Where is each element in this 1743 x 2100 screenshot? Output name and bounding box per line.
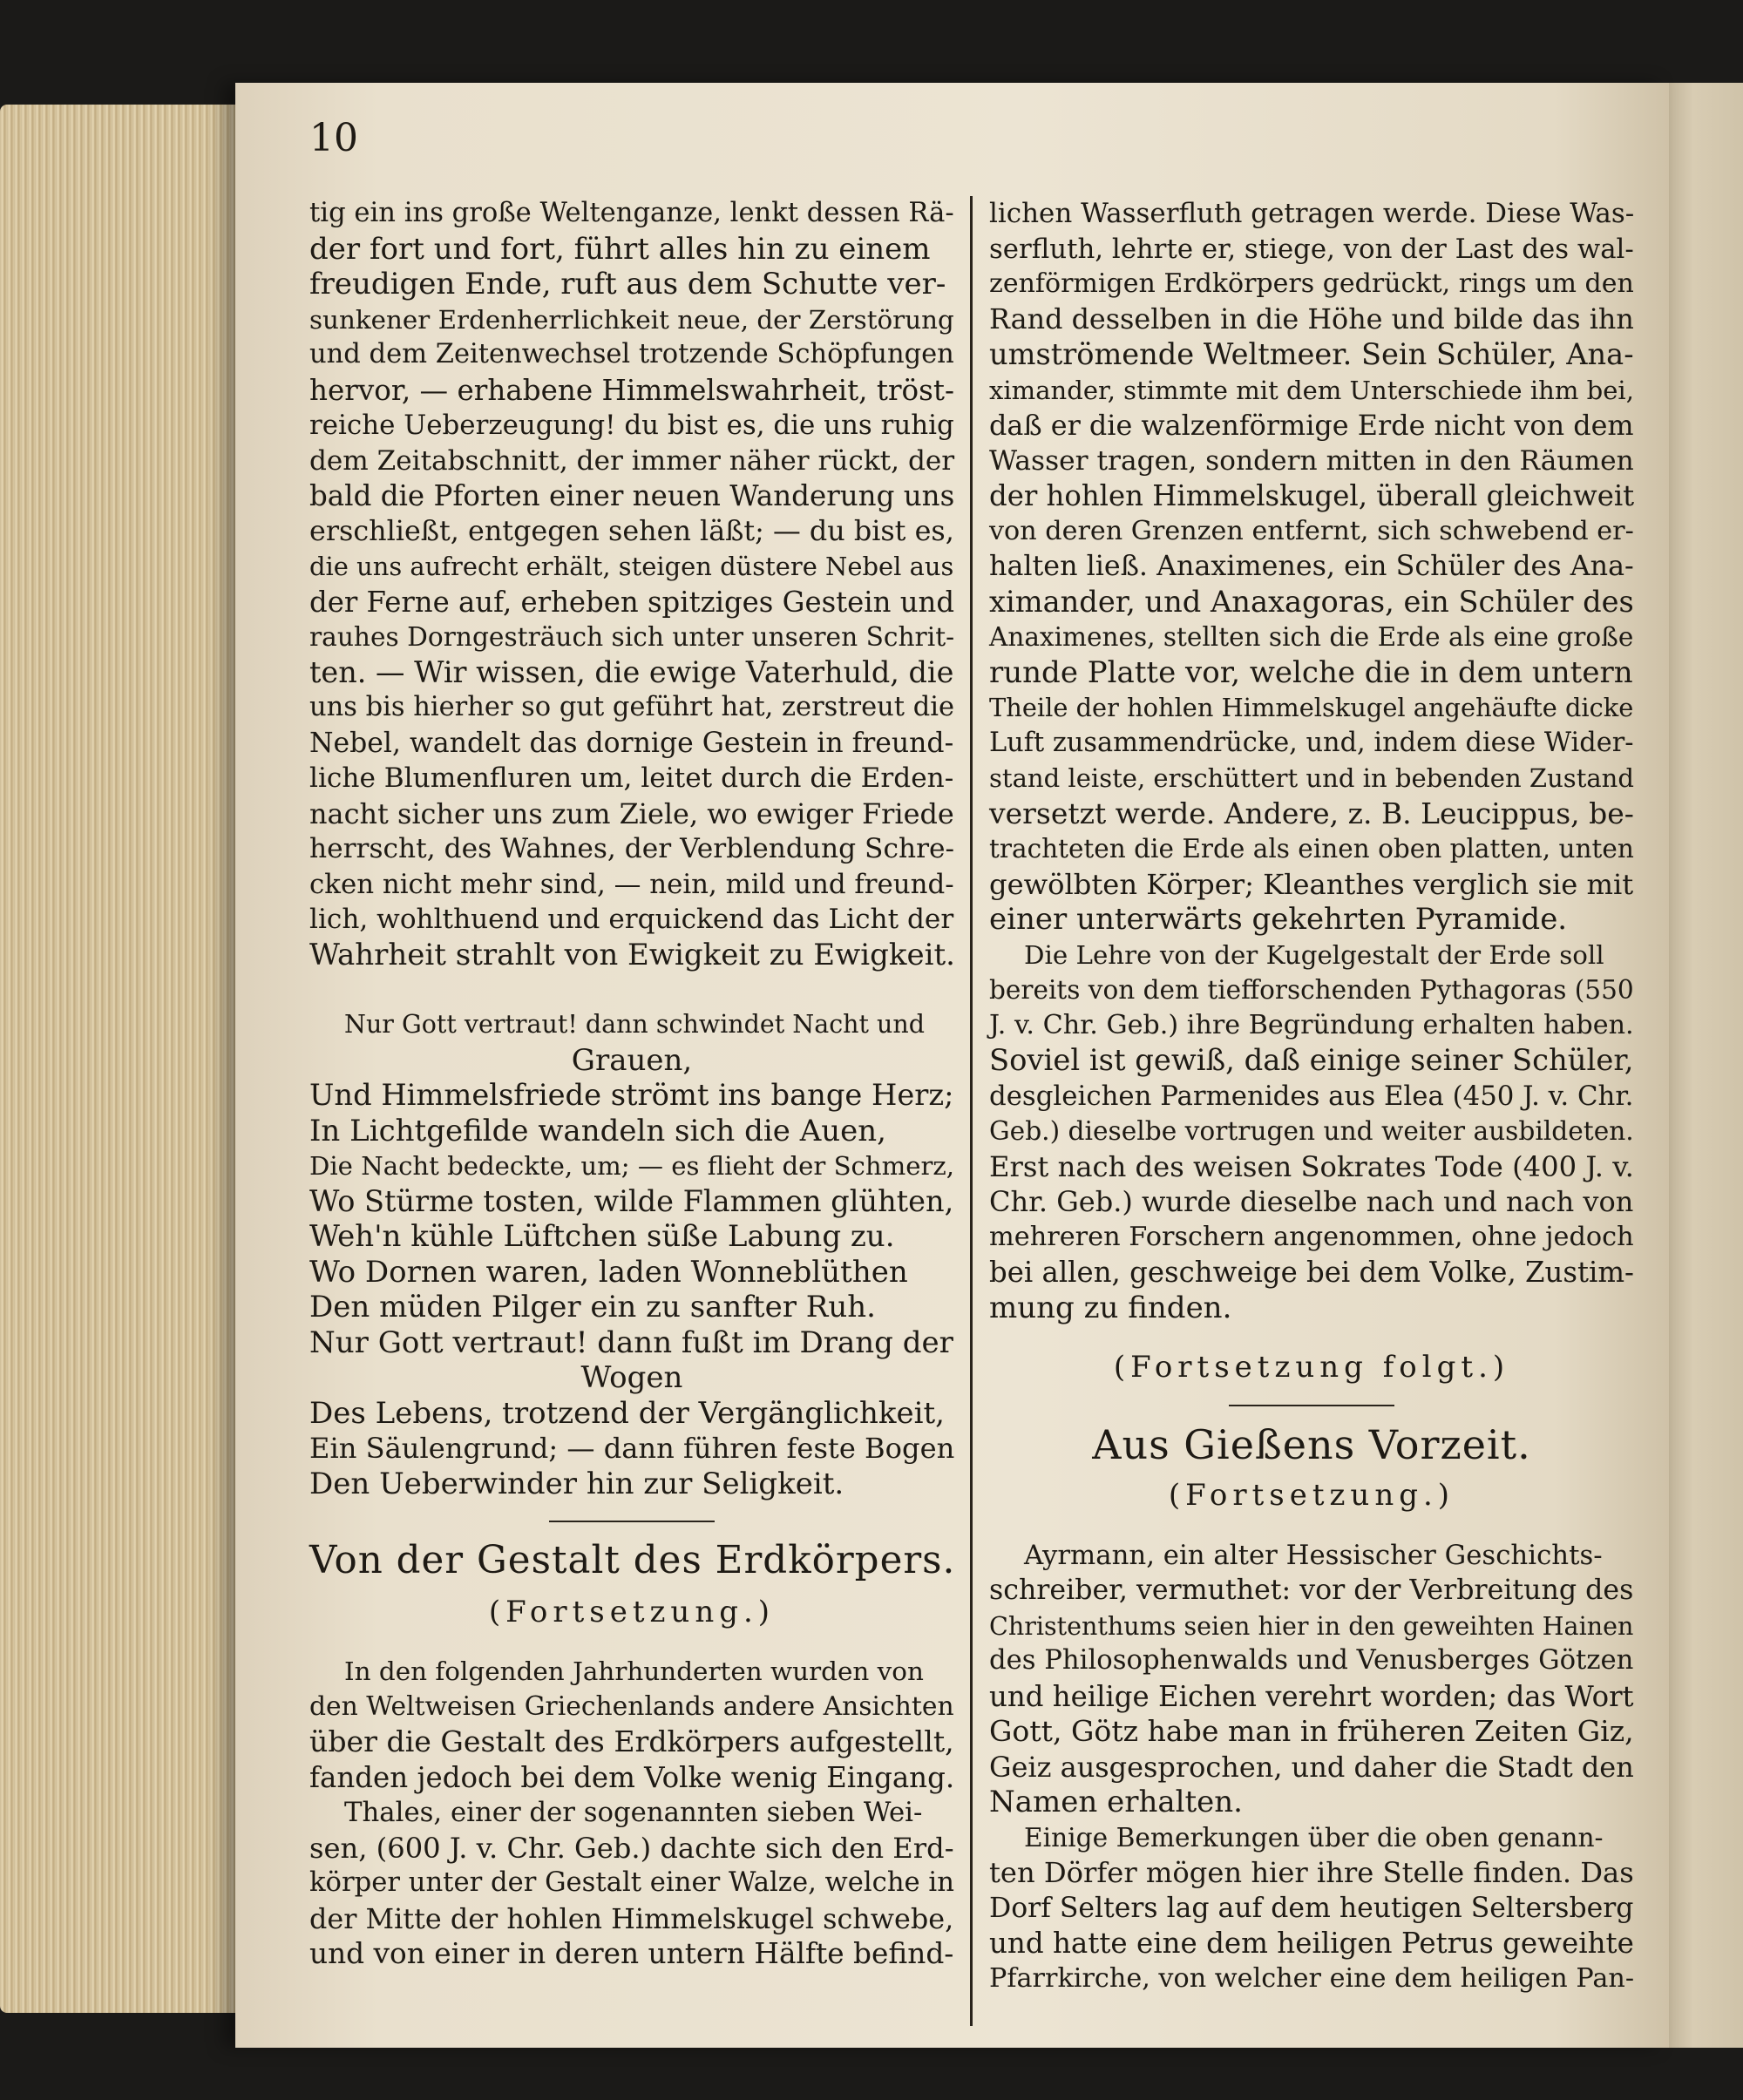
text-line: Nebel, wandelt das dornige Gestein in freund-	[309, 727, 954, 759]
text-line: mung zu finden.	[989, 1290, 1232, 1325]
text-line: von deren Grenzen entfernt, sich schwebend er-	[989, 515, 1634, 546]
right-prose-2	[989, 938, 1634, 1326]
poem-line: Grauen,	[571, 1042, 693, 1078]
text-line: und von einer in deren untern Hälfte befind-	[309, 1937, 954, 1970]
text-line: Rand desselben in die Höhe und bilde das ihn	[989, 302, 1634, 335]
poem-line: In Lichtgefilde wandeln sich die Auen,	[309, 1113, 886, 1148]
article-subheading: (Fortsetzung.)	[1168, 1478, 1455, 1513]
text-line: Die Lehre von der Kugelgestalt der Erde soll	[1024, 939, 1604, 970]
book-page	[235, 83, 1669, 2048]
text-line: körper unter der Gestalt einer Walze, welche in	[309, 1867, 954, 1898]
text-line: bald die Pforten einer neuen Wanderung uns	[309, 479, 955, 512]
text-line: Dorf Selters lag auf dem heutigen Seltersberg	[989, 1892, 1634, 1924]
text-line: bei allen, geschweige bei dem Volke, Zustim-	[989, 1256, 1634, 1289]
poem-line: Und Himmelsfriede strömt ins bange Herz;	[309, 1078, 954, 1112]
right-article-1	[989, 1538, 1634, 1820]
text-line: uns bis hierher so gut geführt hat, zerstreut die	[309, 692, 955, 722]
column-rule	[970, 196, 973, 2026]
text-line: einer unterwärts gekehrten Pyramide.	[989, 902, 1568, 937]
article-heading: Aus Gießens Vorzeit.	[1092, 1420, 1531, 1468]
text-line: Chr. Geb.) wurde dieselbe nach und nach von	[989, 1185, 1634, 1218]
poem-line: Wo Stürme tosten, wilde Flammen glühten,	[309, 1183, 954, 1218]
text-line: Namen erhalten.	[989, 1785, 1243, 1819]
text-line: halten ließ. Anaximenes, ein Schüler des Ana-	[989, 551, 1634, 582]
to-be-continued: (Fortsetzung folgt.)	[1113, 1350, 1510, 1385]
text-line: hervor, — erhabene Himmelswahrheit, tröst-	[309, 373, 954, 407]
text-line: ten Dörfer mögen hier ihre Stelle finden. Das	[989, 1856, 1634, 1889]
text-line: mehreren Forschern angenommen, ohne jedoch	[989, 1221, 1634, 1252]
text-line: Einige Bemerkungen über die oben genann-	[1024, 1821, 1604, 1853]
poem-line: Nur Gott vertraut! dann schwindet Nacht und	[344, 1010, 925, 1039]
text-line: Erst nach des weisen Sokrates Tode (400 J. v.	[989, 1149, 1634, 1183]
text-line: Pfarrkirche, von welcher eine dem heiligen Pan-	[989, 1962, 1635, 1994]
text-line: lich, wohlthuend und erquickend das Licht der	[309, 904, 954, 935]
page-number: 10	[309, 116, 358, 160]
text-line: tig ein ins große Weltenganze, lenkt dessen Rä-	[309, 198, 954, 228]
text-line: der Ferne auf, erheben spitziges Gestein und	[309, 585, 955, 619]
text-line: über die Gestalt des Erdkörpers aufgestellt,	[309, 1724, 954, 1758]
left-article	[309, 1654, 954, 1972]
text-line: trachteten die Erde als einen oben platten, unten	[989, 834, 1634, 864]
text-line: ximander, stimmte mit dem Unterschiede ihm bei,	[989, 375, 1634, 405]
text-line: Wahrheit strahlt von Ewigkeit zu Ewigkeit.	[309, 937, 955, 972]
text-line: fanden jedoch bei dem Volke wenig Eingang.	[309, 1760, 955, 1794]
text-line: herrscht, des Wahnes, der Verblendung Schre-	[309, 833, 955, 864]
article-subheading: (Fortsetzung.)	[488, 1594, 776, 1629]
text-line: Theile der hohlen Himmelskugel angehäufte dicke	[989, 693, 1634, 722]
poem-line: Nur Gott vertraut! dann fußt im Drang der	[309, 1324, 953, 1360]
text-line: Geiz ausgesprochen, und daher die Stadt den	[989, 1750, 1634, 1784]
text-line: desgleichen Parmenides aus Elea (450 J. v. Chr.	[989, 1080, 1634, 1112]
poem-line: Weh'n kühle Lüftchen süße Labung zu.	[309, 1219, 895, 1254]
text-line: ximander, und Anaxagoras, ein Schüler des	[989, 584, 1634, 619]
section-divider	[549, 1521, 715, 1522]
poem-line: Wogen	[580, 1360, 683, 1395]
poem-line: Die Nacht bedeckte, um; — es flieht der Schmerz,	[309, 1151, 955, 1181]
text-line: stand leiste, erschüttert und in bebenden Zustand	[989, 763, 1634, 793]
poem	[309, 1007, 954, 1501]
text-line: zenförmigen Erdkörpers gedrückt, rings um den	[989, 268, 1634, 299]
text-line: umströmende Weltmeer. Sein Schüler, Ana-	[989, 337, 1634, 371]
text-line: des Philosophenwalds und Venusberges Götzen	[989, 1645, 1634, 1676]
text-line: runde Platte vor, welche die in dem untern	[989, 654, 1633, 690]
poem-line: Des Lebens, trotzend der Vergänglichkeit,	[309, 1395, 945, 1431]
text-line: lichen Wasserfluth getragen werde. Diese Was-	[989, 198, 1635, 229]
text-line: und dem Zeitenwechsel trotzende Schöpfungen	[309, 339, 954, 369]
text-line: serfluth, lehrte er, stiege, von der Last des wal-	[989, 233, 1634, 265]
poem-line: Ein Säulengrund; — dann führen feste Bogen	[309, 1432, 955, 1465]
text-line: freudigen Ende, ruft aus dem Schutte ver-	[309, 267, 946, 301]
poem-line: Den Ueberwinder hin zur Seligkeit.	[309, 1466, 844, 1501]
left-column	[309, 196, 954, 1972]
text-line: sen, (600 J. v. Chr. Geb.) dachte sich den Erd-	[309, 1831, 954, 1865]
text-line: reiche Ueberzeugung! du bist es, die uns ruhig	[309, 410, 954, 441]
text-line: bereits von dem tiefforschenden Pythagoras (550	[989, 975, 1634, 1005]
text-line: und heilige Eichen verehrt worden; das Wort	[989, 1679, 1634, 1713]
text-line: Christenthums seien hier in den geweihten Hainen	[989, 1610, 1634, 1641]
section-divider	[1229, 1405, 1394, 1406]
text-line: den Weltweisen Griechenlands andere Ansichten	[309, 1690, 954, 1722]
text-line: Thales, einer der sogenannten sieben Wei-	[344, 1797, 923, 1828]
article-heading: Von der Gestalt des Erdkörpers.	[309, 1539, 956, 1582]
text-line: und hatte eine dem heiligen Petrus geweihte	[989, 1927, 1634, 1960]
text-line: der hohlen Himmelskugel, überall gleichweit	[989, 479, 1635, 512]
text-line: versetzt werde. Andere, z. B. Leucippus, be-	[989, 796, 1634, 830]
text-line: Geb.) dieselbe vortrugen und weiter ausbildeten.	[989, 1115, 1634, 1146]
text-line: Luft zusammendrücke, und, indem diese Wider-	[989, 727, 1634, 758]
text-line: nacht sicher uns zum Ziele, wo ewiger Friede	[309, 796, 954, 830]
text-line: erschließt, entgegen sehen läßt; — du bist es,	[309, 514, 954, 547]
text-line: In den folgenden Jahrhunderten wurden von	[344, 1656, 924, 1686]
text-line: cken nicht mehr sind, — nein, mild und freund-	[309, 868, 954, 900]
text-line: der fort und fort, führt alles hin zu einem	[309, 231, 931, 267]
right-prose-1	[989, 196, 1634, 938]
text-line: Gott, Götz habe man in früheren Zeiten Giz,	[989, 1714, 1634, 1748]
poem-line: Den müden Pilger ein zu sanfter Ruh.	[309, 1290, 876, 1324]
text-line: Soviel ist gewiß, daß einige seiner Schüler,	[989, 1043, 1634, 1077]
right-column	[989, 196, 1634, 1996]
text-line: Anaximenes, stellten sich die Erde als eine große	[989, 622, 1634, 652]
text-line: J. v. Chr. Geb.) ihre Begründung erhalten haben.	[989, 1009, 1634, 1040]
text-line: schreiber, vermuthet: vor der Verbreitung des	[989, 1575, 1634, 1606]
text-line: die uns aufrecht erhält, steigen düstere Nebel aus	[309, 552, 954, 581]
text-line: liche Blumenfluren um, leitet durch die Erden-	[309, 762, 954, 794]
text-line: Ayrmann, ein alter Hessischer Geschichts-	[1024, 1539, 1603, 1571]
text-line: Wasser tragen, sondern mitten in den Räumen	[989, 444, 1634, 477]
text-line: daß er die walzenförmige Erde nicht von dem	[989, 409, 1634, 442]
left-prose	[309, 196, 954, 972]
right-article-2	[989, 1820, 1634, 1997]
text-line: der Mitte der hohlen Himmelskugel schwebe,	[309, 1901, 954, 1935]
text-line: ten. — Wir wissen, die ewige Vaterhuld, die	[309, 654, 954, 689]
text-line: gewölbten Körper; Kleanthes verglich sie mit	[989, 867, 1634, 901]
book-page-edges	[0, 105, 261, 2013]
text-line: dem Zeitabschnitt, der immer näher rückt, der	[309, 444, 955, 477]
poem-line: Wo Dornen waren, laden Wonneblüthen	[309, 1254, 908, 1290]
facing-page-edge	[1660, 83, 1743, 2048]
text-line: rauhes Dorngesträuch sich unter unseren Schrit-	[309, 621, 955, 652]
text-line: sunkener Erdenherrlichkeit neue, der Zerstörung	[309, 304, 954, 335]
